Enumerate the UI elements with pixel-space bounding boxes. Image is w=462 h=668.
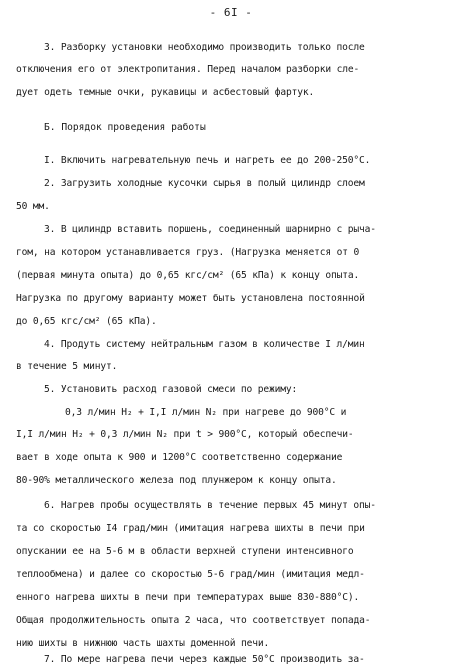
text-line: дует одеть темные очки, рукавицы и асбестовый фартук. bbox=[16, 87, 315, 98]
text-line: опускании ее на 5-6 м в области верхней ступени интенсивного bbox=[16, 546, 354, 557]
text-line: гом, на котором устанавливается груз. (Нагрузка меняется от 0 bbox=[16, 247, 360, 258]
text-line: та со скоростью I4 град/мин (имитация нагрева шихты в печи при bbox=[16, 523, 365, 534]
text-line: 3. В цилиндр вставить поршень, соединенный шарнирно с рыча- bbox=[44, 224, 376, 235]
text-line: в течение 5 минут. bbox=[16, 361, 118, 372]
text-line: 50 мм. bbox=[16, 201, 50, 212]
text-line: 0,3 л/мин H₂ + I,I л/мин N₂ при нагреве до 900°С и bbox=[65, 407, 347, 418]
text-line: 6. Нагрев пробы осуществлять в течение первых 45 минут опы- bbox=[44, 500, 376, 511]
text-line: вает в ходе опыта к 900 и 1200°С соответственно содержание bbox=[16, 452, 343, 463]
text-line: теплообмена) и далее со скоростью 5-6 град/мин (имитация медл- bbox=[16, 569, 365, 580]
section-heading: Б. Порядок проведения работы bbox=[44, 122, 206, 133]
text-line: Нагрузка по другому варианту может быть установлена постоянной bbox=[16, 293, 365, 304]
text-line: I,I л/мин H₂ + 0,3 л/мин N₂ при t > 900°С, который обеспечи- bbox=[16, 429, 354, 440]
text-line: енного нагрева шихты в печи при температурах выше 830-880°С). bbox=[16, 592, 360, 603]
text-line: Общая продолжительность опыта 2 часа, что соответствует попада- bbox=[16, 615, 371, 626]
text-line: 80-90% металлического железа под плунжером к концу опыта. bbox=[16, 475, 337, 486]
text-line: до 0,65 кгс/см² (65 кПа). bbox=[16, 316, 157, 327]
text-line: 4. Продуть систему нейтральным газом в количестве I л/мин bbox=[44, 339, 365, 350]
text-line: 5. Установить расход газовой смеси по режиму: bbox=[44, 384, 298, 395]
text-line: 2. Загрузить холодные кусочки сырья в полый цилиндр слоем bbox=[44, 178, 365, 189]
text-line: нию шихты в нижнюю часть шахты доменной печи. bbox=[16, 638, 270, 649]
page-number: - 6I - bbox=[209, 6, 253, 19]
text-line: 3. Разборку установки необходимо производить только после bbox=[44, 42, 365, 53]
text-line: отключения его от электропитания. Перед началом разборки сле- bbox=[16, 64, 360, 75]
text-line: 7. По мере нагрева печи через каждые 50°С производить за- bbox=[44, 654, 365, 665]
text-line: I. Включить нагревательную печь и нагреть ее до 200-250°С. bbox=[44, 155, 371, 166]
text-line: (первая минута опыта) до 0,65 кгс/см² (65 кПа) к концу опыта. bbox=[16, 270, 360, 281]
